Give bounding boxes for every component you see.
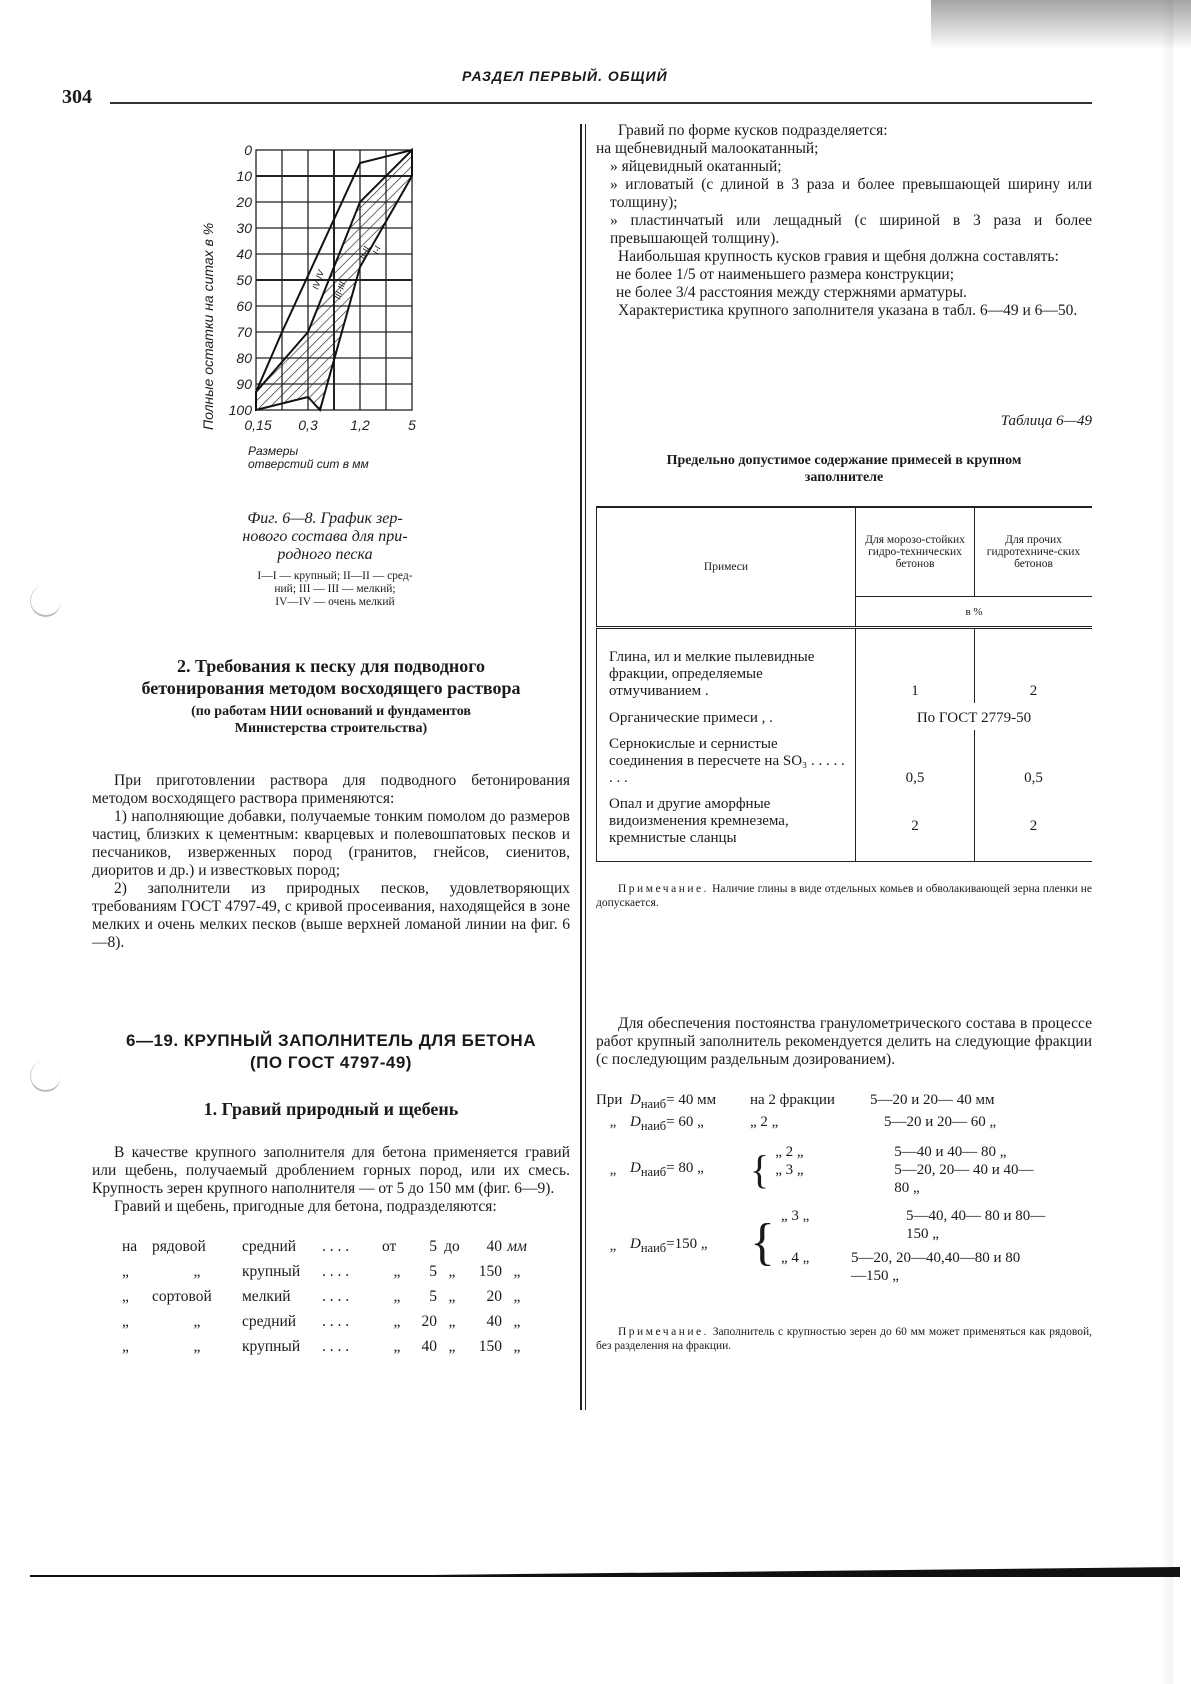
svg-text:90: 90 (236, 376, 252, 392)
svg-text:5: 5 (408, 417, 416, 433)
svg-text:1,2: 1,2 (350, 417, 370, 433)
subtitle-line: (по работам НИИ оснований и фундаментов (191, 704, 471, 719)
svg-text:I-I: I-I (370, 244, 383, 256)
fraction-lead: „ (609, 1114, 617, 1130)
d-symbol: D (630, 1114, 641, 1130)
figure-legend (230, 570, 440, 609)
list-item: не более 1/5 от наименьшего размера конструкции; (616, 266, 955, 283)
from-word: „ (393, 1338, 401, 1355)
caption-line: Фиг. 6—8. График зер- (247, 510, 403, 527)
y-axis-title: Полные остатки на ситах в % (200, 222, 216, 430)
title-line: бетонирования методом восходящего раствора (141, 678, 521, 698)
col-other: Для прочих гидротехниче-ских бетонов (975, 507, 1093, 597)
caption-line: нового состава для при- (242, 528, 408, 545)
d-value: = 40 мм (666, 1092, 717, 1108)
d-subscript: наиб (640, 1119, 667, 1133)
fraction-count: „ 3 „ (780, 1208, 810, 1224)
caption-line: родного песка (277, 546, 373, 563)
brace: { (750, 1147, 770, 1192)
table-row (597, 790, 1093, 862)
grade-row (122, 1334, 570, 1359)
unit-label: в % (856, 597, 1093, 628)
fraction-count: „ 2 „ (775, 1144, 804, 1160)
fraction-options (781, 1207, 1046, 1285)
fraction-count: „ 3 „ (775, 1162, 804, 1178)
other-value: 0,5 (975, 730, 1093, 790)
grade-type: „ (193, 1263, 201, 1280)
from-value: 5 (429, 1263, 437, 1280)
to-value: 150 (478, 1338, 502, 1355)
impurity-name: Глина, ил и мелкие пылевидные фракции, определяемые отмучиванием . (597, 628, 856, 704)
subtitle-line: Министерства строительства) (234, 721, 428, 736)
d-value: =150 „ (666, 1236, 708, 1252)
d-subscript: наиб (640, 1241, 667, 1255)
svg-text:0,3: 0,3 (298, 417, 318, 433)
grade-type: „ (193, 1338, 201, 1355)
other-value: 2 (975, 790, 1093, 862)
fraction-ranges: 5—20, 20— 40 и 40— 80 „ (894, 1162, 1034, 1196)
to-value: 150 (478, 1263, 502, 1280)
leader-dots: . . . . (322, 1288, 350, 1305)
paragraph: Характеристика крупного заполнителя указана в табл. 6—49 и 6—50. (618, 302, 1078, 319)
unit: „ (513, 1288, 521, 1305)
from-value: 40 (421, 1338, 437, 1355)
d-value: = 80 „ (666, 1160, 704, 1176)
gravel-shape-section (596, 122, 1092, 320)
grade-size: крупный (242, 1263, 301, 1280)
fraction-row (596, 1143, 1092, 1197)
title-line: 6—19. КРУПНЫЙ ЗАПОЛНИТЕЛЬ ДЛЯ БЕТОНА (126, 1031, 536, 1050)
page-number: 304 (62, 86, 92, 108)
grade-list (92, 1234, 570, 1359)
running-title: РАЗДЕЛ ПЕРВЫЙ. ОБЩИЙ (462, 68, 668, 84)
table-row (597, 703, 1093, 730)
table-label: Таблица 6—49 (1000, 413, 1092, 429)
grade-row (122, 1259, 570, 1284)
other-value: 2 (975, 628, 1093, 704)
note-text: Наличие глины в виде отдельных комьев и обволакивающей зерна пленки не допускается. (596, 883, 1093, 909)
section-2 (92, 655, 570, 952)
grade-size: средний (242, 1313, 297, 1330)
d-symbol: D (630, 1160, 641, 1176)
fraction-options (775, 1143, 1044, 1197)
fraction-row (596, 1113, 1092, 1135)
table-row (597, 628, 1093, 704)
paragraph: Для обеспечения постоянства гранулометрического состава в процессе работ крупный заполнитель рекомендуется делить на следующие фракции (с последующим раздельным дозированием). (596, 1015, 1092, 1068)
d-subscript: наиб (640, 1165, 667, 1179)
fraction-lead: „ (609, 1162, 617, 1178)
grade-type: „ (193, 1313, 201, 1330)
list-item: на щебневидный малоокатанный; (596, 140, 819, 157)
svg-text:III-III: III-III (332, 280, 348, 301)
to-value: 40 (486, 1238, 502, 1255)
grade-size: средний (242, 1238, 297, 1255)
legend-line: IV—IV — очень мелкий (275, 596, 395, 608)
grade-prefix: на (122, 1238, 138, 1255)
frost-value: 1 (856, 628, 975, 704)
legend-line: ний; III — III — мелкий; (274, 583, 396, 595)
caption-line: заполнителе (804, 470, 884, 485)
to-word: „ (448, 1313, 456, 1330)
grade-type: рядовой (152, 1238, 206, 1255)
fraction-row (596, 1091, 1092, 1113)
to-word: „ (448, 1263, 456, 1280)
impurity-name: Опал и другие аморфные видоизменения кремнезема, кремнистые сланцы (597, 790, 856, 862)
d-subscript: наиб (640, 1097, 667, 1111)
fractions-list (596, 1091, 1092, 1285)
from-word: „ (393, 1288, 401, 1305)
list-item: 2) заполнители из природных песков, удовлетворяющих требованиям ГОСТ 4797-49, с кривой просеивания, находящейся в зоне мелких и очень мелких песков (выше верхней ломаной линии на фиг. 6—8). (92, 880, 570, 951)
fraction-row (596, 1207, 1092, 1285)
paragraph: Гравий и щебень, пригодные для бетона, подразделяются: (114, 1198, 497, 1215)
table-caption (596, 452, 1092, 486)
paragraph: Гравий по форме кусков подразделяется: (618, 122, 888, 139)
d-symbol: D (630, 1236, 641, 1252)
svg-text:0,15: 0,15 (244, 417, 272, 433)
to-value: 40 (486, 1313, 502, 1330)
list-item: » пластинчатый или лещадный (с шириной в 3 раза и более превышающей толщину). (610, 212, 1092, 247)
figure-caption (200, 510, 450, 564)
d-symbol: D (630, 1092, 641, 1108)
note-label: Примечание. (618, 1326, 709, 1338)
fraction-count: „ 2 „ (750, 1114, 779, 1130)
page-header (62, 68, 1092, 108)
paragraph: При приготовлении раствора для подводного бетонирования методом восходящего раствора применяются: (92, 772, 570, 807)
note-text: Заполнитель с крупностью зерен до 60 мм может применяться как рядовой, без разделения на фракции. (596, 1326, 1092, 1352)
leader-dots: . . . . (322, 1338, 350, 1355)
svg-text:80: 80 (236, 350, 252, 366)
unit: мм (507, 1238, 527, 1255)
leader-dots: . . . . (322, 1238, 350, 1255)
list-item: » игловатый (с длиной в 3 раза и более превышающей ширину или толщину); (610, 176, 1092, 211)
merged-value: По ГОСТ 2779-50 (856, 703, 1093, 730)
list-item: не более 3/4 расстояния между стержнями арматуры. (616, 284, 967, 301)
impurities-table (596, 506, 1092, 862)
svg-text:60: 60 (236, 298, 252, 314)
to-value: 20 (486, 1288, 502, 1305)
svg-text:10: 10 (236, 168, 252, 184)
leader-dots: . . . . (322, 1313, 350, 1330)
from-value: 5 (429, 1288, 437, 1305)
to-word: „ (448, 1338, 456, 1355)
table-header-row (597, 507, 1093, 597)
to-word: „ (448, 1288, 456, 1305)
section-2-subtitle (92, 703, 570, 737)
from-value: 5 (429, 1238, 437, 1255)
paragraph: Наибольшая крупность кусков гравия и щебня должна составлять: (618, 248, 1059, 265)
fraction-ranges: 5—20 и 20— 60 „ (884, 1114, 997, 1130)
svg-text:30: 30 (236, 220, 252, 236)
from-word: „ (393, 1313, 401, 1330)
from-value: 20 (421, 1313, 437, 1330)
scan-shadow (931, 0, 1191, 50)
col-frost: Для морозо-стойких гидро-технических бетонов (856, 507, 975, 597)
impurity-name: Сернокислые и сернистые соединения в пересчете на SO₃ . . . . . . . . (597, 730, 856, 790)
svg-text:20: 20 (236, 194, 252, 210)
unit: „ (513, 1313, 521, 1330)
fraction-count: „ 4 „ (780, 1250, 810, 1266)
fraction-lead: „ (609, 1238, 617, 1254)
punch-hole (30, 585, 61, 617)
grade-size: мелкий (242, 1288, 291, 1305)
grade-type: сортовой (152, 1288, 212, 1305)
fractions-note (596, 1325, 1092, 1353)
frost-value: 0,5 (856, 730, 975, 790)
punch-hole (30, 1060, 61, 1092)
paragraph: В качестве крупного заполнителя для бетона применяется гравий или щебень, получаемый дроблением горных пород, или их смесь. Крупность зерен крупного наполнителя — от 5 до 150 мм (фиг. 6—9). (92, 1144, 570, 1197)
fraction-ranges: 5—40, 40— 80 и 80—150 „ (905, 1208, 1046, 1242)
svg-text:IV-IV: IV-IV (310, 268, 326, 291)
grade-row (122, 1234, 570, 1259)
svg-text:II-II: II-II (357, 244, 372, 261)
table-note (596, 882, 1092, 910)
x-axis-title-line2: отверстий сит в мм (248, 457, 369, 471)
leader-dots: . . . . (322, 1263, 350, 1280)
fraction-ranges: 5—20, 20—40,40—80 и 80—150 „ (850, 1250, 1021, 1284)
grade-prefix: „ (122, 1288, 129, 1305)
x-axis-title (248, 445, 369, 471)
col-impurity: Примеси (597, 507, 856, 628)
fraction-count: на 2 фракции (750, 1092, 835, 1108)
list-item: 1) наполняющие добавки, получаемые тонким помолом до размеров частиц, близких к цементным: кварцевых и полевошпатовых песков и песчаников, изверженных пород (гранитов, гнейсов, сиенитов, диоритов и др.) и известковых пород; (92, 808, 570, 879)
d-value: = 60 „ (666, 1114, 704, 1130)
frost-value: 2 (856, 790, 975, 862)
from-word: „ (393, 1263, 401, 1280)
title-line: 2. Требования к песку для подводного (176, 656, 486, 676)
fraction-lead: При (596, 1092, 623, 1108)
unit: „ (513, 1338, 521, 1355)
grain-size-chart (200, 140, 440, 480)
column-divider (580, 124, 586, 1410)
svg-text:50: 50 (236, 272, 252, 288)
svg-text:70: 70 (236, 324, 252, 340)
svg-text:100: 100 (228, 402, 252, 418)
svg-text:0: 0 (244, 142, 252, 158)
grade-prefix: „ (122, 1338, 129, 1355)
title-line: (ПО ГОСТ 4797-49) (250, 1053, 412, 1072)
unit: „ (513, 1263, 521, 1280)
grade-prefix: „ (122, 1263, 129, 1280)
grade-size: крупный (242, 1338, 301, 1355)
table-row (597, 730, 1093, 790)
section-6-19 (92, 1030, 570, 1359)
to-word: до (444, 1238, 460, 1255)
svg-text:40: 40 (236, 246, 252, 262)
scan-edge (1161, 0, 1173, 1684)
fraction-ranges: 5—40 и 40— 80 „ (894, 1144, 1007, 1160)
grade-row (122, 1309, 570, 1334)
chart-svg (200, 140, 440, 440)
fraction-ranges: 5—20 и 20— 40 мм (870, 1092, 995, 1108)
section-6-19-title (92, 1030, 570, 1074)
list-item: » яйцевидный окатанный; (610, 158, 782, 175)
table-6-49-block (596, 412, 1092, 910)
bottom-scan-rule (30, 1565, 1180, 1579)
subsection-title: 1. Гравий природный и щебень (203, 1099, 459, 1119)
brace: { (750, 1214, 775, 1271)
legend-line: I—I — крупный; II—II — сред- (257, 570, 413, 582)
header-rule (110, 102, 1092, 104)
grade-row (122, 1284, 570, 1309)
x-axis-title-line1: Размеры (248, 444, 299, 458)
impurity-name: Органические примеси , . (597, 703, 856, 730)
section-2-title (92, 655, 570, 699)
from-word: от (382, 1238, 397, 1255)
caption-line: Предельно допустимое содержание примесей в крупном (666, 453, 1022, 468)
note-label: Примечание. (618, 883, 709, 895)
fractions-section (596, 1015, 1092, 1353)
grade-prefix: „ (122, 1313, 129, 1330)
